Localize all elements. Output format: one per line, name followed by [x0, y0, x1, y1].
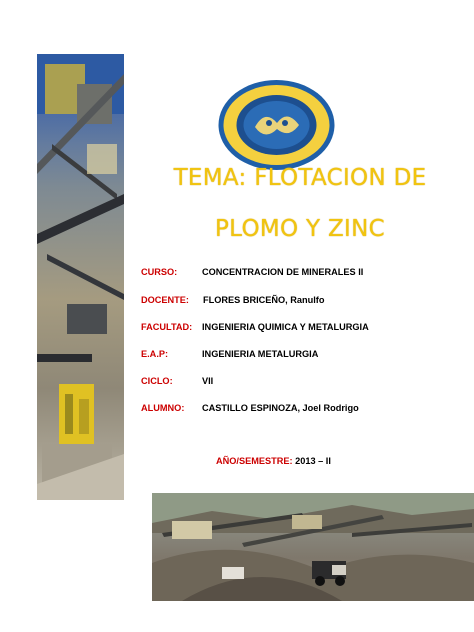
- year-label: AÑO/SEMESTRE:: [216, 456, 293, 466]
- field-value: FLORES BRICEÑO, Ranulfo: [203, 295, 325, 305]
- field-value: INGENIERIA QUIMICA Y METALURGIA: [202, 322, 369, 332]
- title-line-1: TEMA: FLOTACION DE: [173, 165, 427, 191]
- field-value: CONCENTRACION DE MINERALES II: [202, 267, 364, 277]
- field-label: CICLO:: [141, 376, 173, 386]
- university-seal-logo: [217, 79, 336, 171]
- field-label: DOCENTE:: [141, 295, 189, 305]
- year-value: 2013 – II: [295, 456, 331, 466]
- year-semester: [216, 456, 331, 466]
- field-label: FACULTAD:: [141, 322, 193, 332]
- field-value: VII: [202, 376, 214, 386]
- title-line-2: PLOMO Y ZINC: [215, 216, 385, 242]
- field-value: CASTILLO ESPINOZA, Joel Rodrigo: [202, 403, 359, 413]
- field-label: E.A.P:: [141, 349, 169, 359]
- mining-conveyor-photo-horizontal: [152, 493, 474, 601]
- field-label: ALUMNO:: [141, 403, 185, 413]
- field-label: CURSO:: [141, 267, 178, 277]
- field-value: INGENIERIA METALURGIA: [202, 349, 319, 359]
- mining-plant-photo-vertical: [37, 54, 124, 500]
